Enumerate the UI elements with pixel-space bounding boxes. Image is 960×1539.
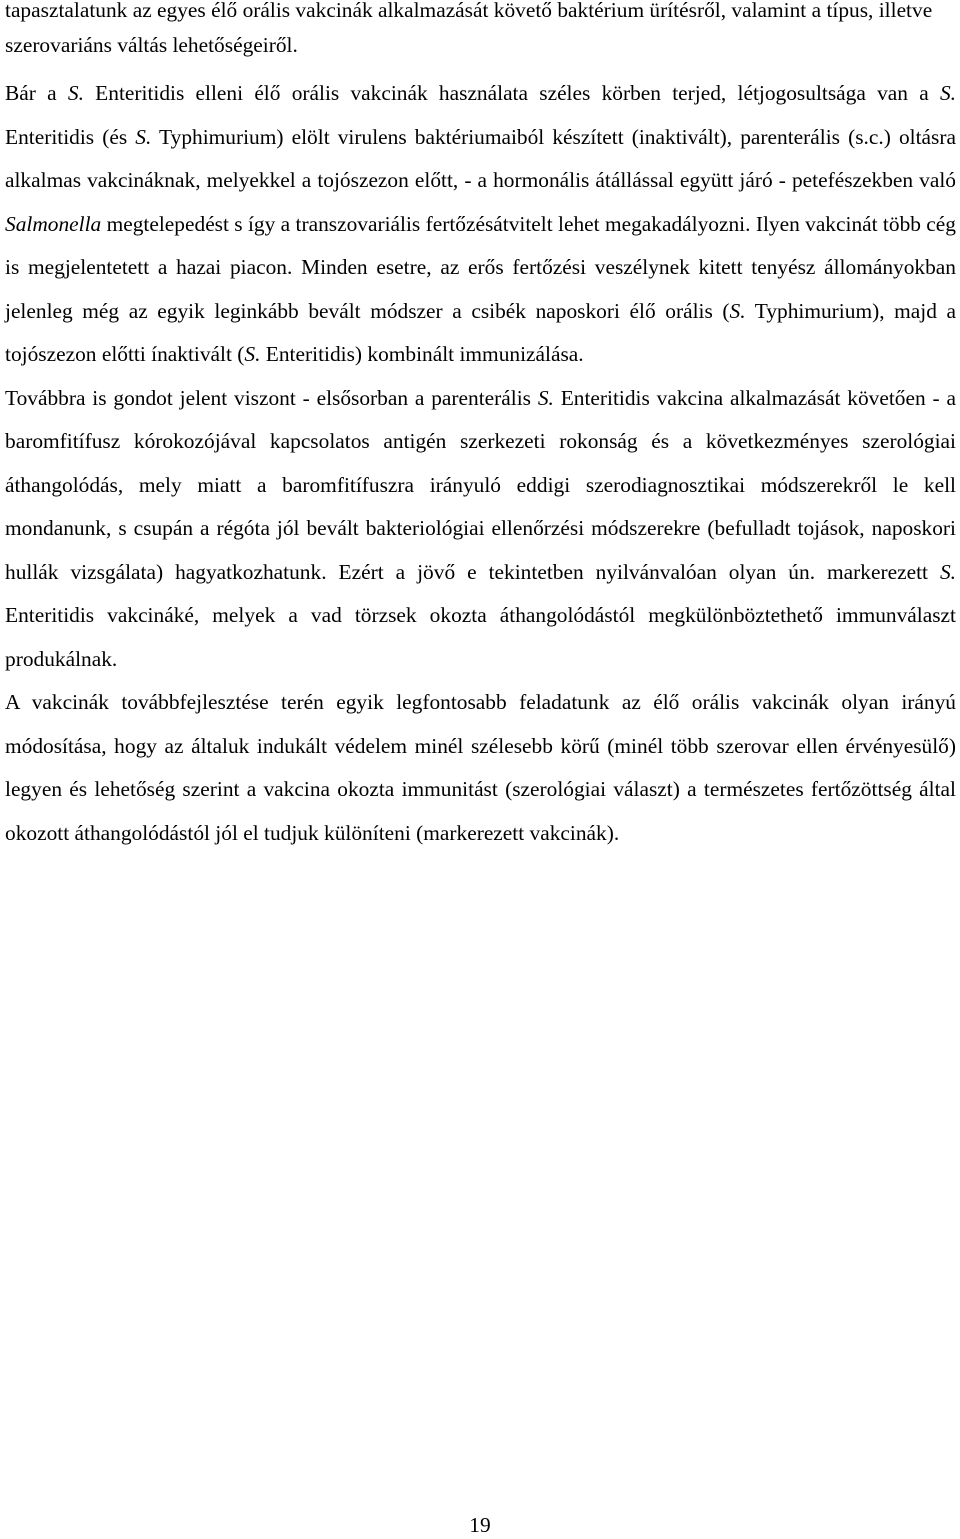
italic-text-run: S.	[939, 559, 956, 584]
body-text	[5, 0, 956, 855]
italic-text-run: Salmonella	[5, 211, 102, 236]
page-number: 19	[469, 1513, 491, 1537]
paragraph	[5, 681, 956, 855]
text-run: Enteritidis (és	[5, 124, 136, 149]
italic-text-run: S.	[67, 81, 84, 105]
text-run: Enteritidis elleni élő orális vakcinák használata széles körben terjed, létjogosultsága van a	[83, 81, 940, 105]
paragraph	[5, 377, 956, 682]
text-run: Typhimurium), majd a tojószezon előtti ínaktivált (	[5, 298, 957, 366]
italic-text-run: S.	[939, 81, 957, 105]
italic-text-run: S.	[244, 342, 261, 366]
text-run: Bár a	[5, 81, 68, 105]
text-run: Typhimurium) elölt virulens baktériumaiból készített (inaktivált), parenterális (s.c.) oltásra alkalmas vakcináknak, melyekkel a tojószezon előtt, - a hormonális átállással együtt járó - petefészekben való	[5, 124, 956, 192]
text-run: Enteritidis) kombinált immunizálása.	[260, 342, 584, 366]
text-run: tapasztalatunk az egyes élő orális vakcinák alkalmazását követő baktérium ürítésről, valamint a típus, illetve szerovariáns váltás lehetőségeiről.	[5, 0, 933, 57]
paragraph	[5, 72, 956, 377]
text-run: Enteritidis vakcináké, melyek a vad törzsek okozta áthangolódástól megkülönböztethető immunválaszt produkálnak.	[5, 603, 956, 671]
italic-text-run: S.	[537, 385, 554, 410]
text-run: Enteritidis vakcina alkalmazását követően - a baromfitífusz kórokozójával kapcsolatos antigén szerkezeti rokonság és a következményes szerológiai áthangolódás, mely miatt a baromfitífuszra irányuló eddigi szerodiagnosztikai módszerekről le kell mondanunk, s csupán a régóta jól bevált bakteriológiai ellenőrzési módszerekre (befulladt tojások, naposkori hullák vizsgálata) hagyatkozhatunk. Ezért a jövő e tekintetben nyilvánvalóan olyan ún. markerezett	[5, 385, 956, 584]
italic-text-run: S.	[135, 124, 152, 149]
text-run: Továbbra is gondot jelent viszont - elsősorban a parenterális	[5, 385, 538, 410]
italic-text-run: S.	[729, 298, 746, 323]
text-run: A vakcinák továbbfejlesztése terén egyik legfontosabb feladatunk az élő orális vakcinák olyan irányú módosítása, hogy az általuk indukált védelem minél szélesebb körű (minél több szerovar ellen érvényesülő) legyen és lehetőség szerint a vakcina okozta immunitást (szerológiai választ) a természetes fertőzöttség által okozott áthangolódástól jól el tudjuk különíteni (markerezett vakcinák).	[5, 690, 956, 845]
paragraph	[5, 0, 956, 63]
text-run: megtelepedést s így a transzovariális fertőzésátvitelt lehet megakadályozni. Ilyen vakcinát több cég is megjelentetett a hazai piacon. Minden esetre, az erős fertőzési veszélynek kitett tenyész állományokban jelenleg még az egyik leginkább bevált módszer a csibék naposkori élő orális (	[5, 211, 956, 323]
